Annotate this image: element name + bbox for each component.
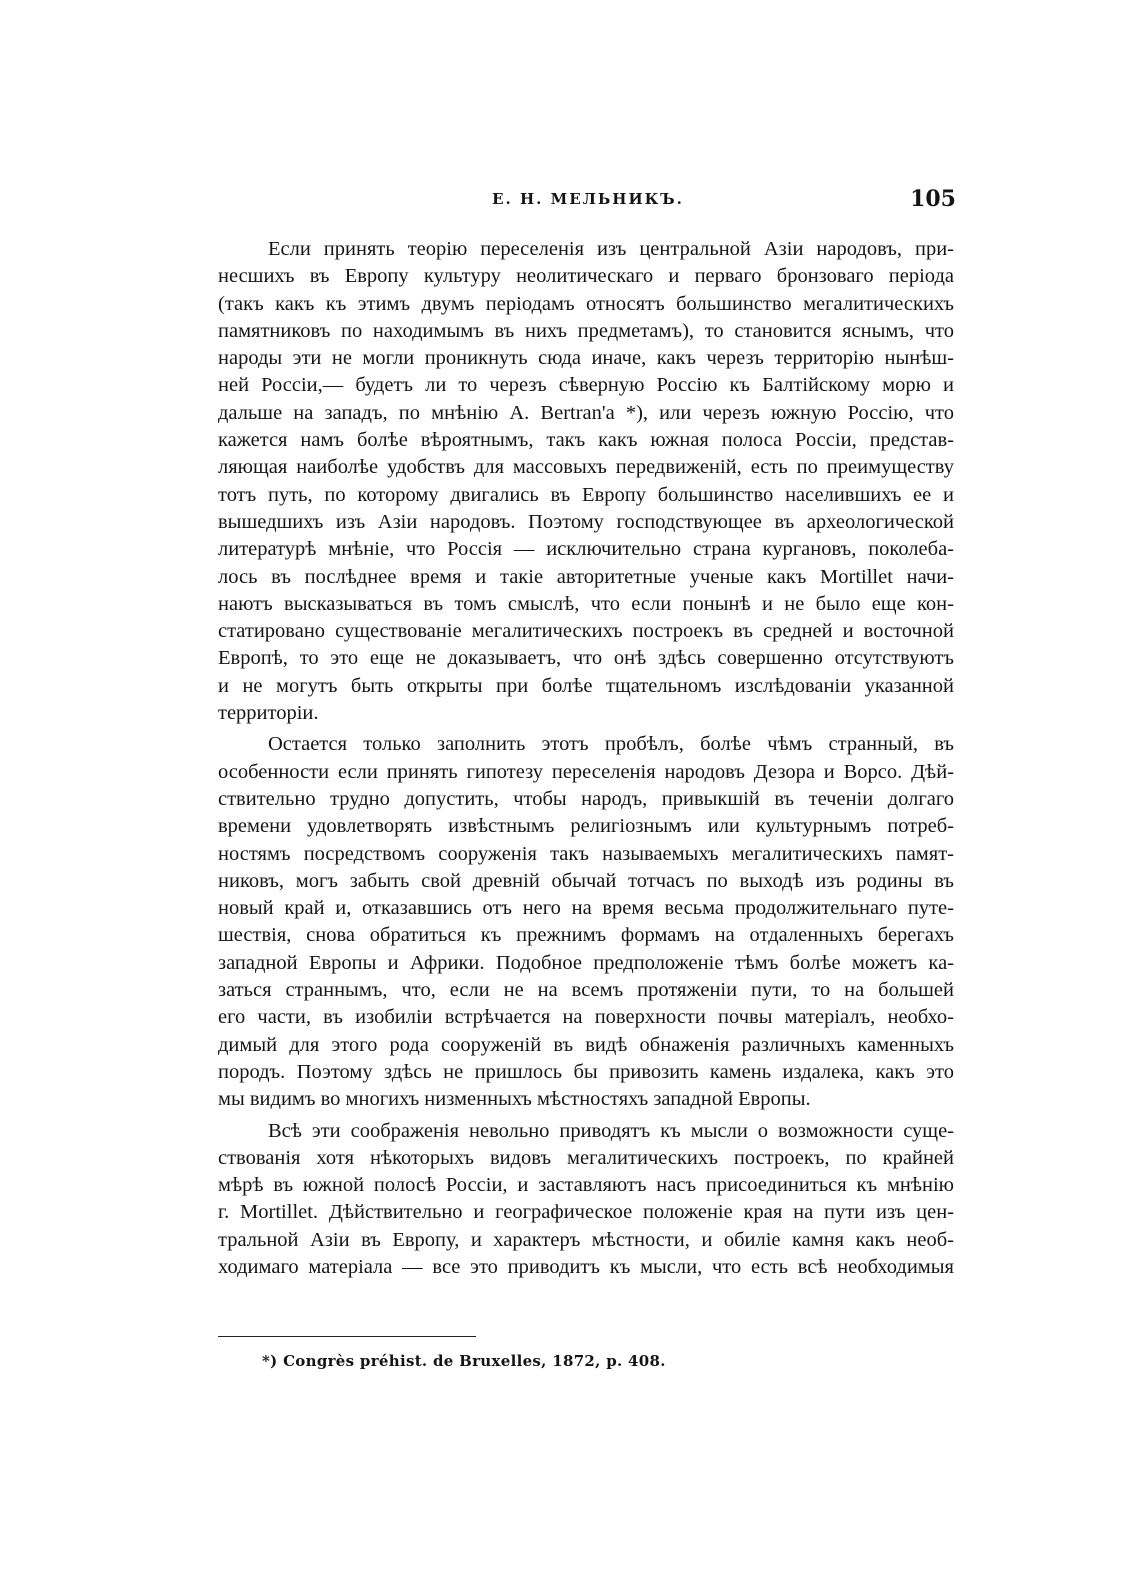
footnote: *) Congrès préhist. de Bruxelles, 1872, p. 408.: [262, 1352, 666, 1370]
text-line: Остается только заполнить этотъ пробѣлъ, болѣе чѣмъ странный, въ: [268, 733, 954, 756]
paragraph: [218, 1118, 954, 1282]
text-line: г. Mortillet. Дѣйствительно и географическое положеніе края на пути изъ цен-: [218, 1201, 954, 1224]
text-line: шествія, снова обратиться къ прежнимъ формамъ на отдаленныхъ берегахъ: [218, 924, 954, 947]
text-line: заться страннымъ, что, если не на всемъ протяженіи пути, то на большей: [218, 979, 954, 1002]
text-line: Если принять теорію переселенія изъ центральной Азіи народовъ, при-: [268, 238, 954, 260]
text-line: дальше на западъ, по мнѣнію A. Bertran'a *), или черезъ южную Россію, что: [218, 401, 954, 424]
text-line: Всѣ эти соображенія невольно приводятъ къ мысли о возможности суще-: [268, 1119, 954, 1142]
text-line: мы видимъ во многихъ низменныхъ мѣстностяхъ западной Европы.: [218, 1088, 811, 1111]
text-line: его части, въ изобиліи встрѣчается на поверхности почвы матеріалъ, необхо-: [218, 1006, 954, 1029]
text-line: лось въ послѣднее время и такіе авторитетные ученые какъ Mortillet начи-: [218, 565, 954, 588]
text-line: димый для этого рода сооруженій въ видѣ обнаженія различныхъ каменныхъ: [218, 1033, 954, 1056]
text-line: народы эти не могли проникнуть сюда иначе, какъ черезъ территорію нынѣш-: [218, 347, 954, 370]
text-line: (такъ какъ къ этимъ двумъ періодамъ относятъ большинство мегалитическихъ: [218, 292, 954, 315]
text-line: ходимаго матеріала — все это приводитъ къ мысли, что есть всѣ необходимыя: [218, 1255, 954, 1278]
text-line: мѣрѣ въ южной полосѣ Россіи, и заставляютъ насъ присоединиться къ мнѣнію: [218, 1174, 954, 1197]
text-line: особенности если принять гипотезу переселенія народовъ Дезора и Ворсо. Дѣй-: [218, 760, 954, 783]
running-head: Е. Н. МЕЛЬНИКЪ.: [492, 190, 684, 208]
footnote-rule: [218, 1336, 476, 1337]
text-line: ляющая наиболѣе удобствъ для массовыхъ передвиженій, есть по преимуществу: [218, 456, 954, 479]
text-line: памятниковъ по находимымъ въ нихъ предметамъ), то становится яснымъ, что: [218, 319, 954, 342]
paragraph: [218, 731, 954, 1113]
text-line: никовъ, могъ забыть свой древній обычай тотчасъ по выходѣ изъ родины въ: [218, 869, 954, 892]
text-line: тральной Азіи въ Европу, и характеръ мѣстности, и обиліе камня какъ необ-: [218, 1228, 954, 1251]
text-line: территоріи.: [218, 702, 319, 725]
text-line: ствительно трудно допустить, чтобы народъ, привыкшій въ теченіи долгаго: [218, 787, 954, 810]
text-line: литературѣ мнѣніе, что Россія — исключительно страна кургановъ, поколеба-: [218, 538, 954, 561]
text-line: ствованія хотя нѣкоторыхъ видовъ мегалитическихъ построекъ, по крайней: [218, 1146, 954, 1169]
text-line: времени удовлетворять извѣстнымъ религіознымъ или культурнымъ потреб-: [218, 815, 954, 838]
text-line: тотъ путь, по которому двигались въ Европу большинство населившихъ ее и: [218, 483, 954, 506]
text-line: западной Европы и Африки. Подобное предположеніе тѣмъ болѣе можетъ ка-: [218, 951, 954, 974]
text-line: новый край и, отказавшись отъ него на время весьма продолжительнаго путе-: [218, 897, 954, 920]
page-header: [218, 186, 958, 220]
text-line: вышедшихъ изъ Азіи народовъ. Поэтому господствующее въ археологической: [218, 510, 954, 533]
text-line: наютъ высказываться въ томъ смыслѣ, что если понынѣ и не было еще кон-: [218, 592, 954, 615]
text-line: ней Россіи,— будетъ ли то черезъ сѣверную Россію къ Балтійскому морю и: [218, 374, 954, 397]
body-text: [218, 236, 954, 1281]
text-line: кажется намъ болѣе вѣроятнымъ, такъ какъ южная полоса Россіи, представ-: [218, 429, 954, 452]
page-number: 105: [910, 186, 956, 212]
text-line: ностямъ посредствомъ сооруженія такъ называемыхъ мегалитическихъ памят-: [218, 842, 954, 865]
text-line: несшихъ въ Европу культуру неолитическаго и перваго бронзоваго періода: [218, 265, 954, 288]
text-line: и не могутъ быть открыты при болѣе тщательномъ изслѣдованіи указанной: [218, 674, 954, 697]
text-line: породъ. Поэтому здѣсь не пришлось бы привозить камень издалека, какъ это: [218, 1060, 954, 1083]
text-line: Европѣ, то это еще не доказываетъ, что онѣ здѣсь совершенно отсутствуютъ: [218, 647, 954, 670]
paragraph: [218, 236, 954, 727]
text-line: статировано существованіе мегалитическихъ построекъ въ средней и восточной: [218, 620, 954, 643]
